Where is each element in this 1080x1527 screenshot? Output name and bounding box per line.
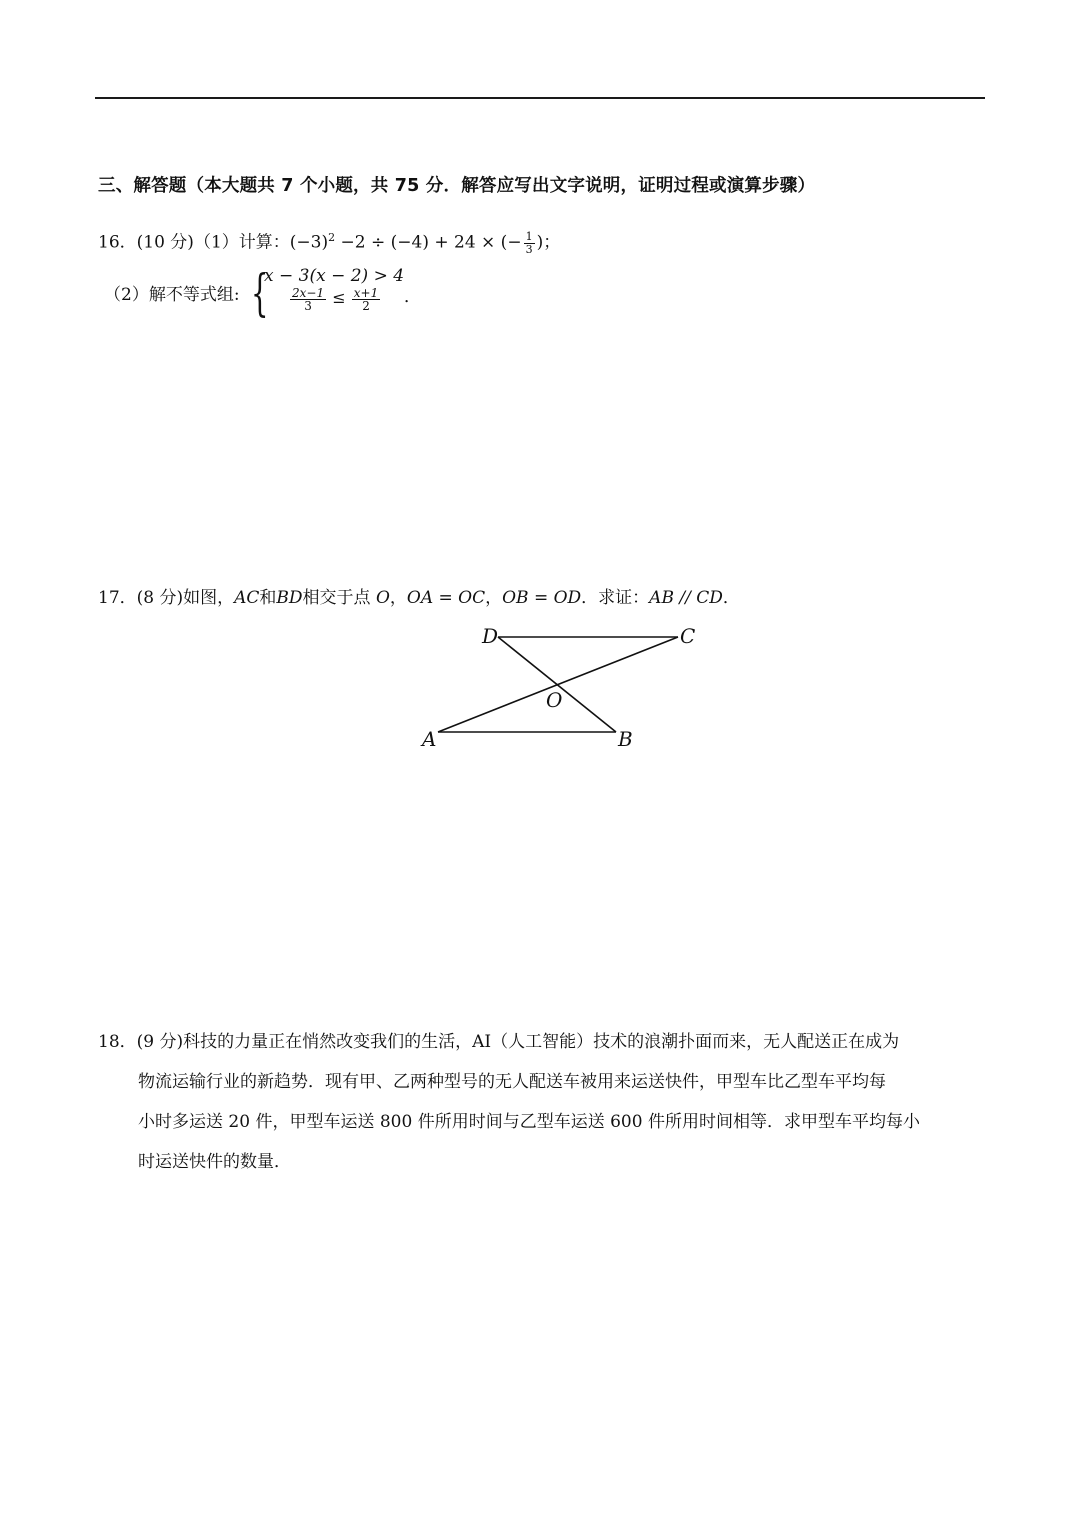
q18-line-3: 小时多运送 20 件，甲型车运送 800 件所用时间与乙型车运送 600 件所用时间相等．求甲型车平均每小 <box>138 1112 920 1132</box>
ineq2-left-num: 2x−1 <box>292 286 325 300</box>
q17-text-d: ．求证： <box>581 588 650 608</box>
system-brace: { <box>251 264 269 322</box>
q16-part2-label: （2）解不等式组: <box>104 285 240 305</box>
q17-text-a: 如图， <box>183 588 235 608</box>
inequality-2 <box>288 287 382 312</box>
q17-score: (8 分) <box>136 588 184 608</box>
q18-paragraph <box>98 1022 988 1182</box>
segment-bd <box>498 637 616 732</box>
ineq2-left-frac <box>290 287 326 312</box>
q17-ac: AC <box>234 588 260 608</box>
label-a: A <box>422 727 437 751</box>
q17-claim: AB // CD <box>649 588 723 608</box>
label-c: C <box>680 624 696 648</box>
q17-text-b: 相交于点 <box>302 588 376 608</box>
header-rule <box>95 97 985 99</box>
q17-eq1: OA = OC <box>406 588 486 608</box>
q18-line-1: 18．(9 分)科技的力量正在悄然改变我们的生活，AI（人工智能）技术的浪潮扑面而来，无人配送正在成为 <box>98 1032 900 1052</box>
ineq2-left-den: 3 <box>304 299 312 313</box>
q17-comma-1: ， <box>389 588 407 608</box>
ineq2-right-num: x+1 <box>353 286 379 300</box>
ineq2-op: ≤ <box>332 288 346 307</box>
q16-end-period: ． <box>404 287 421 307</box>
q16-expr-c: )； <box>536 232 561 253</box>
q17-number: 17． <box>98 588 137 608</box>
q17-text-e: ． <box>722 588 740 608</box>
q16-fraction <box>524 231 535 256</box>
q17-text <box>98 586 740 610</box>
label-d: D <box>482 624 499 648</box>
q18-line-2: 物流运输行业的新趋势．现有甲、乙两种型号的无人配送车被用来运送快件，甲型车比乙型车平均每 <box>138 1072 886 1092</box>
q16-part1-label: （1）计算： <box>193 232 290 253</box>
q17-comma-2: ， <box>485 588 503 608</box>
label-o: O <box>546 688 563 712</box>
ineq2-right-den: 2 <box>362 299 370 313</box>
q17-bd: BD <box>276 588 303 608</box>
q16-number: 16． <box>98 232 137 253</box>
q18-line-4: 时运送快件的数量． <box>138 1152 291 1172</box>
q16-part1 <box>98 226 560 256</box>
q17-and: 和 <box>259 588 277 608</box>
label-b: B <box>618 727 633 751</box>
q16-score: (10 分) <box>136 232 194 253</box>
q16-exponent: 2 <box>328 231 336 244</box>
q17-eq2: OB = OD <box>502 588 582 608</box>
q16-expr-a: (−3) <box>289 232 329 253</box>
q16-frac-den: 3 <box>525 242 533 256</box>
ineq2-right-frac <box>352 287 380 312</box>
section-heading: 三、解答题（本大题共 7 个小题，共 75 分．解答应写出文字说明，证明过程或演算步骤） <box>98 176 816 196</box>
q17-o: O <box>375 588 390 608</box>
inequality-1: x − 3(x − 2) > 4 <box>264 266 405 286</box>
q16-frac-num: 1 <box>525 229 533 243</box>
q16-expr-b: −2 ÷ (−4) + 24 × (− <box>335 232 522 253</box>
